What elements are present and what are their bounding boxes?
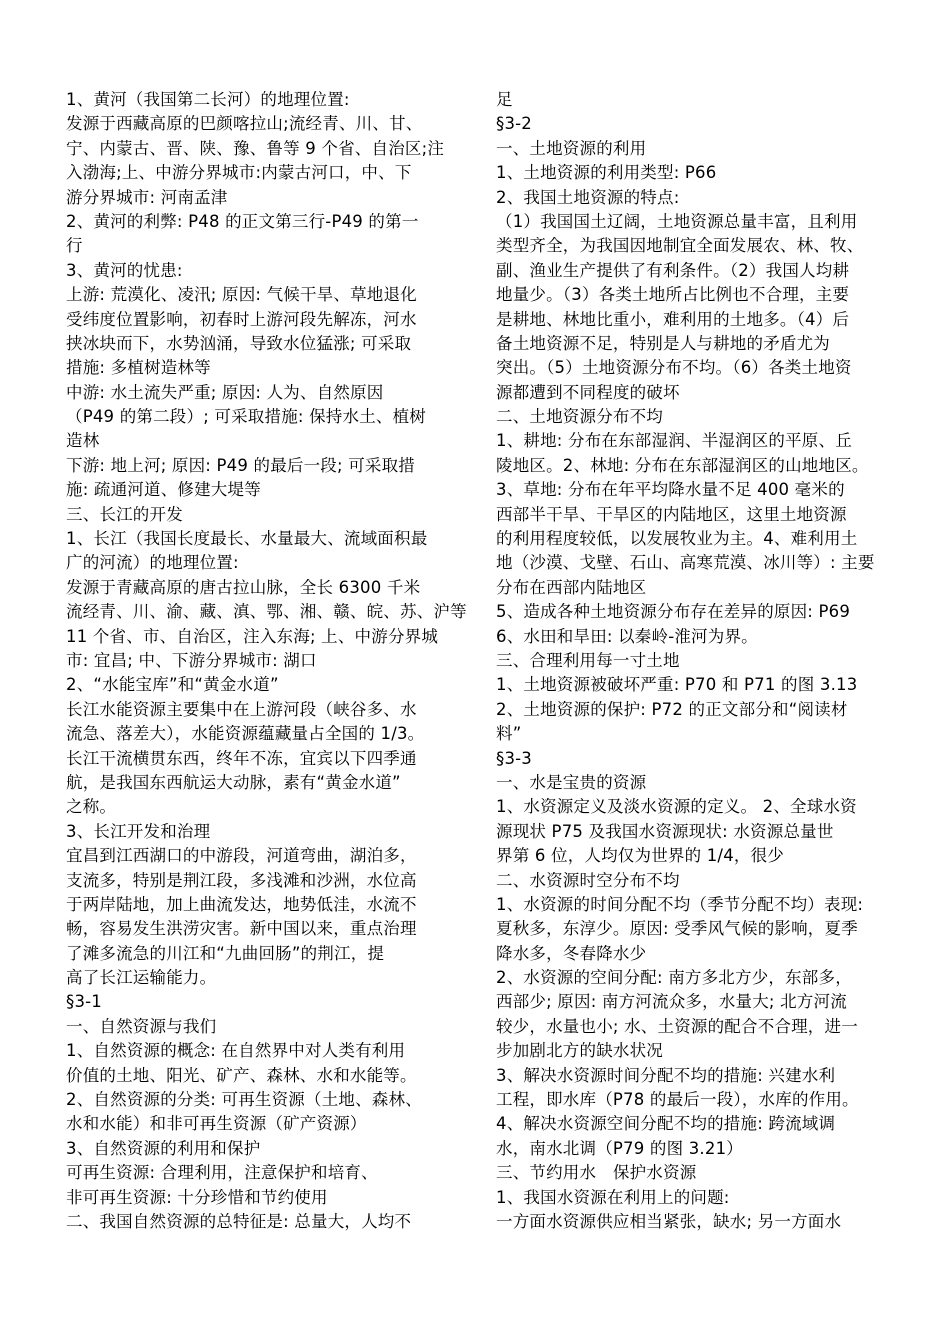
text-line: 下游: 地上河; 原因: P49 的最后一段; 可采取措 bbox=[66, 455, 416, 475]
text-line: 类型齐全，为我国因地制宜全面发展农、林、牧、 bbox=[496, 236, 864, 256]
text-line: 二、土地资源分布不均 bbox=[496, 407, 663, 427]
text-line: 4、解决水资源空间分配不均的措施: 跨流域调 bbox=[496, 1114, 836, 1134]
text-line: 2、土地资源的保护: P72 的正文部分和“阅读材 bbox=[496, 699, 848, 719]
text-line: 宁、内蒙古、晋、陕、豫、鲁等 9 个省、自治区;注 bbox=[66, 138, 445, 158]
text-line: 11 个省、市、自治区，注入东海; 上、中游分界城 bbox=[66, 626, 439, 646]
text-line: 1、自然资源的概念: 在自然界中对人类有利用 bbox=[66, 1041, 406, 1061]
text-line: 源都遭到不同程度的破坏 bbox=[496, 382, 680, 402]
text-line: 陵地区。2、林地: 分布在东部湿润区的山地地区。 bbox=[496, 455, 869, 475]
text-line: 料” bbox=[496, 724, 522, 744]
text-line: 源现状 P75 及我国水资源现状: 水资源总量世 bbox=[496, 821, 834, 841]
text-line: 于两岸陆地，加上曲流发达，地势低洼，水流不 bbox=[66, 894, 417, 914]
text-line: 入渤海;上、中游分界城市:内蒙古河口，中、下 bbox=[66, 163, 412, 183]
text-line: 2、我国土地资源的特点: bbox=[496, 187, 680, 207]
text-line: 备土地资源不足，特别是人与耕地的矛盾尤为 bbox=[496, 333, 830, 353]
text-line: 二、水资源时空分布不均 bbox=[496, 870, 680, 890]
text-line: 工程，即水库（P78 的最后一段），水库的作用。 bbox=[496, 1090, 859, 1110]
text-line: 西部少; 原因: 南方河流众多，水量大; 北方河流 bbox=[496, 992, 847, 1012]
text-line: 3、长江开发和治理 bbox=[66, 821, 211, 841]
text-line: 夏秋多，东淳少。原因: 受季风气候的影响，夏季 bbox=[496, 919, 858, 939]
text-line: 1、水资源的时间分配不均（季节分配不均）表现: bbox=[496, 894, 864, 914]
text-line: 足 bbox=[496, 90, 513, 109]
text-line: 三、合理利用每一寸土地 bbox=[496, 650, 680, 670]
text-line: 二、我国自然资源的总特征是: 总量大，人均不 bbox=[66, 1211, 412, 1231]
text-line: 降水多，冬春降水少 bbox=[496, 943, 647, 963]
text-line: §3-2 bbox=[496, 114, 532, 134]
right-text-column bbox=[496, 88, 896, 1234]
text-line: 副、渔业生产提供了有利条件。（2）我国人均耕 bbox=[496, 260, 850, 280]
text-line: 1、我国水资源在利用上的问题: bbox=[496, 1187, 730, 1207]
text-line: 3、自然资源的利用和保护 bbox=[66, 1138, 261, 1158]
text-line: 1、土地资源的利用类型: P66 bbox=[496, 163, 717, 183]
text-line: 行 bbox=[66, 236, 83, 256]
text-line: 水和水能）和非可再生资源（矿产资源） bbox=[66, 1114, 367, 1134]
text-line: 三、节约用水 保护水资源 bbox=[496, 1163, 697, 1183]
text-line: 长江干流横贯东西，终年不冻，宜宾以下四季通 bbox=[66, 748, 417, 768]
text-line: 2、水资源的空间分配: 南方多北方少，东部多， bbox=[496, 968, 852, 988]
text-line: 施: 疏通河道、修建大堤等 bbox=[66, 480, 261, 500]
text-line: 3、草地: 分布在年平均降水量不足 400 毫米的 bbox=[496, 480, 845, 500]
text-line: 上游: 荒漠化、凌汛; 原因: 气候干旱、草地退化 bbox=[66, 285, 417, 305]
text-line: 较少，水量也小; 水、土资源的配合不合理，进一 bbox=[496, 1016, 858, 1036]
text-line: 一、土地资源的利用 bbox=[496, 138, 647, 158]
text-line: 发源于青藏高原的唐古拉山脉，全长 6300 千米 bbox=[66, 577, 421, 597]
text-line: 的利用程度较低，以发展牧业为主。4、难利用土 bbox=[496, 529, 858, 549]
text-line: 6、水田和旱田: 以秦岭-淮河为界。 bbox=[496, 626, 758, 646]
text-line: 一方面水资源供应相当紧张，缺水; 另一方面水 bbox=[496, 1211, 842, 1231]
text-line: 发源于西藏高原的巴颜喀拉山;流经青、川、甘、 bbox=[66, 114, 423, 134]
text-line: 中游: 水土流失严重; 原因: 人为、自然原因 bbox=[66, 382, 384, 402]
text-line: 步加剧北方的缺水状况 bbox=[496, 1041, 663, 1061]
text-line: 宜昌到江西湖口的中游段，河道弯曲，湖泊多， bbox=[66, 846, 417, 866]
text-line: 2、自然资源的分类: 可再生资源（土地、森林、 bbox=[66, 1090, 422, 1110]
text-line: （P49 的第二段）; 可采取措施: 保持水土、植树 bbox=[66, 407, 426, 427]
text-line: 西部半干旱、干旱区的内陆地区，这里土地资源 bbox=[496, 504, 847, 524]
text-line: 是耕地、林地比重小，难利用的土地多。（4）后 bbox=[496, 309, 850, 329]
text-line: §3-1 bbox=[66, 992, 102, 1012]
text-line: 流急、落差大），水能资源蕴藏量占全国的 1/3。 bbox=[66, 724, 425, 744]
text-line: 高了长江运输能力。 bbox=[66, 968, 217, 988]
text-line: 1、黄河（我国第二长河）的地理位置: bbox=[66, 90, 350, 109]
text-line: 造林 bbox=[66, 431, 100, 451]
text-line: 价值的土地、阳光、矿产、森林、水和水能等。 bbox=[66, 1065, 417, 1085]
text-line: 措施: 多植树造林等 bbox=[66, 358, 211, 378]
text-line: 一、水是宝贵的资源 bbox=[496, 772, 647, 792]
text-line: 分布在西部内陆地区 bbox=[496, 577, 647, 597]
text-line: 2、黄河的利弊: P48 的正文第三行-P49 的第一 bbox=[66, 211, 419, 231]
text-line: 三、长江的开发 bbox=[66, 504, 183, 524]
text-line: 突出。（5）土地资源分布不均。（6）各类土地资 bbox=[496, 358, 852, 378]
text-line: 1、长江（我国长度最长、水量最大、流域面积最 bbox=[66, 529, 428, 549]
text-line: 了滩多流急的川江和“九曲回肠”的荆江，提 bbox=[66, 943, 385, 963]
text-line: 非可再生资源: 十分珍惜和节约使用 bbox=[66, 1187, 328, 1207]
text-line: 挟冰块而下，水势汹涌，导致水位猛涨; 可采取 bbox=[66, 333, 412, 353]
text-line: 水，南水北调（P79 的图 3.21） bbox=[496, 1138, 743, 1158]
text-line: （1）我国国土辽阔，土地资源总量丰富，且利用 bbox=[496, 211, 858, 231]
text-line: 广的河流）的地理位置: bbox=[66, 553, 239, 573]
text-line: 1、土地资源被破坏严重: P70 和 P71 的图 3.13 bbox=[496, 675, 858, 695]
text-line: 受纬度位置影响，初春时上游河段先解冻，河水 bbox=[66, 309, 417, 329]
text-line: 一、自然资源与我们 bbox=[66, 1016, 217, 1036]
text-line: 界第 6 位，人均仅为世界的 1/4，很少 bbox=[496, 846, 784, 866]
text-line: 3、解决水资源时间分配不均的措施: 兴建水利 bbox=[496, 1065, 836, 1085]
text-line: 3、黄河的忧患: bbox=[66, 260, 183, 280]
text-line: 可再生资源: 合理利用，注意保护和培育、 bbox=[66, 1163, 378, 1183]
text-line: 地（沙漠、戈壁、石山、高寒荒漠、冰川等）: 主要 bbox=[496, 553, 875, 573]
text-line: 支流多，特别是荆江段，多浅滩和沙洲，水位高 bbox=[66, 870, 417, 890]
text-line: 5、造成各种土地资源分布存在差异的原因: P69 bbox=[496, 602, 851, 622]
text-line: 地量少。（3）各类土地所占比例也不合理，主要 bbox=[496, 285, 850, 305]
text-line: 1、耕地: 分布在东部湿润、半湿润区的平原、丘 bbox=[496, 431, 852, 451]
text-line: 航，是我国东西航运大动脉，素有“黄金水道” bbox=[66, 772, 401, 792]
text-line: 流经青、川、渝、藏、滇、鄂、湘、赣、皖、苏、沪等 bbox=[66, 602, 467, 622]
text-line: 1、水资源定义及淡水资源的定义。 2、全球水资 bbox=[496, 797, 857, 817]
text-line: §3-3 bbox=[496, 748, 532, 768]
text-line: 市: 宜昌; 中、下游分界城市: 湖口 bbox=[66, 650, 317, 670]
text-line: 之称。 bbox=[66, 797, 117, 817]
left-text-column bbox=[66, 88, 478, 1234]
text-line: 游分界城市: 河南孟津 bbox=[66, 187, 228, 207]
text-line: 畅，容易发生洪涝灾害。新中国以来，重点治理 bbox=[66, 919, 417, 939]
text-line: 2、“水能宝库”和“黄金水道” bbox=[66, 675, 279, 695]
text-line: 长江水能资源主要集中在上游河段（峡谷多、水 bbox=[66, 699, 417, 719]
